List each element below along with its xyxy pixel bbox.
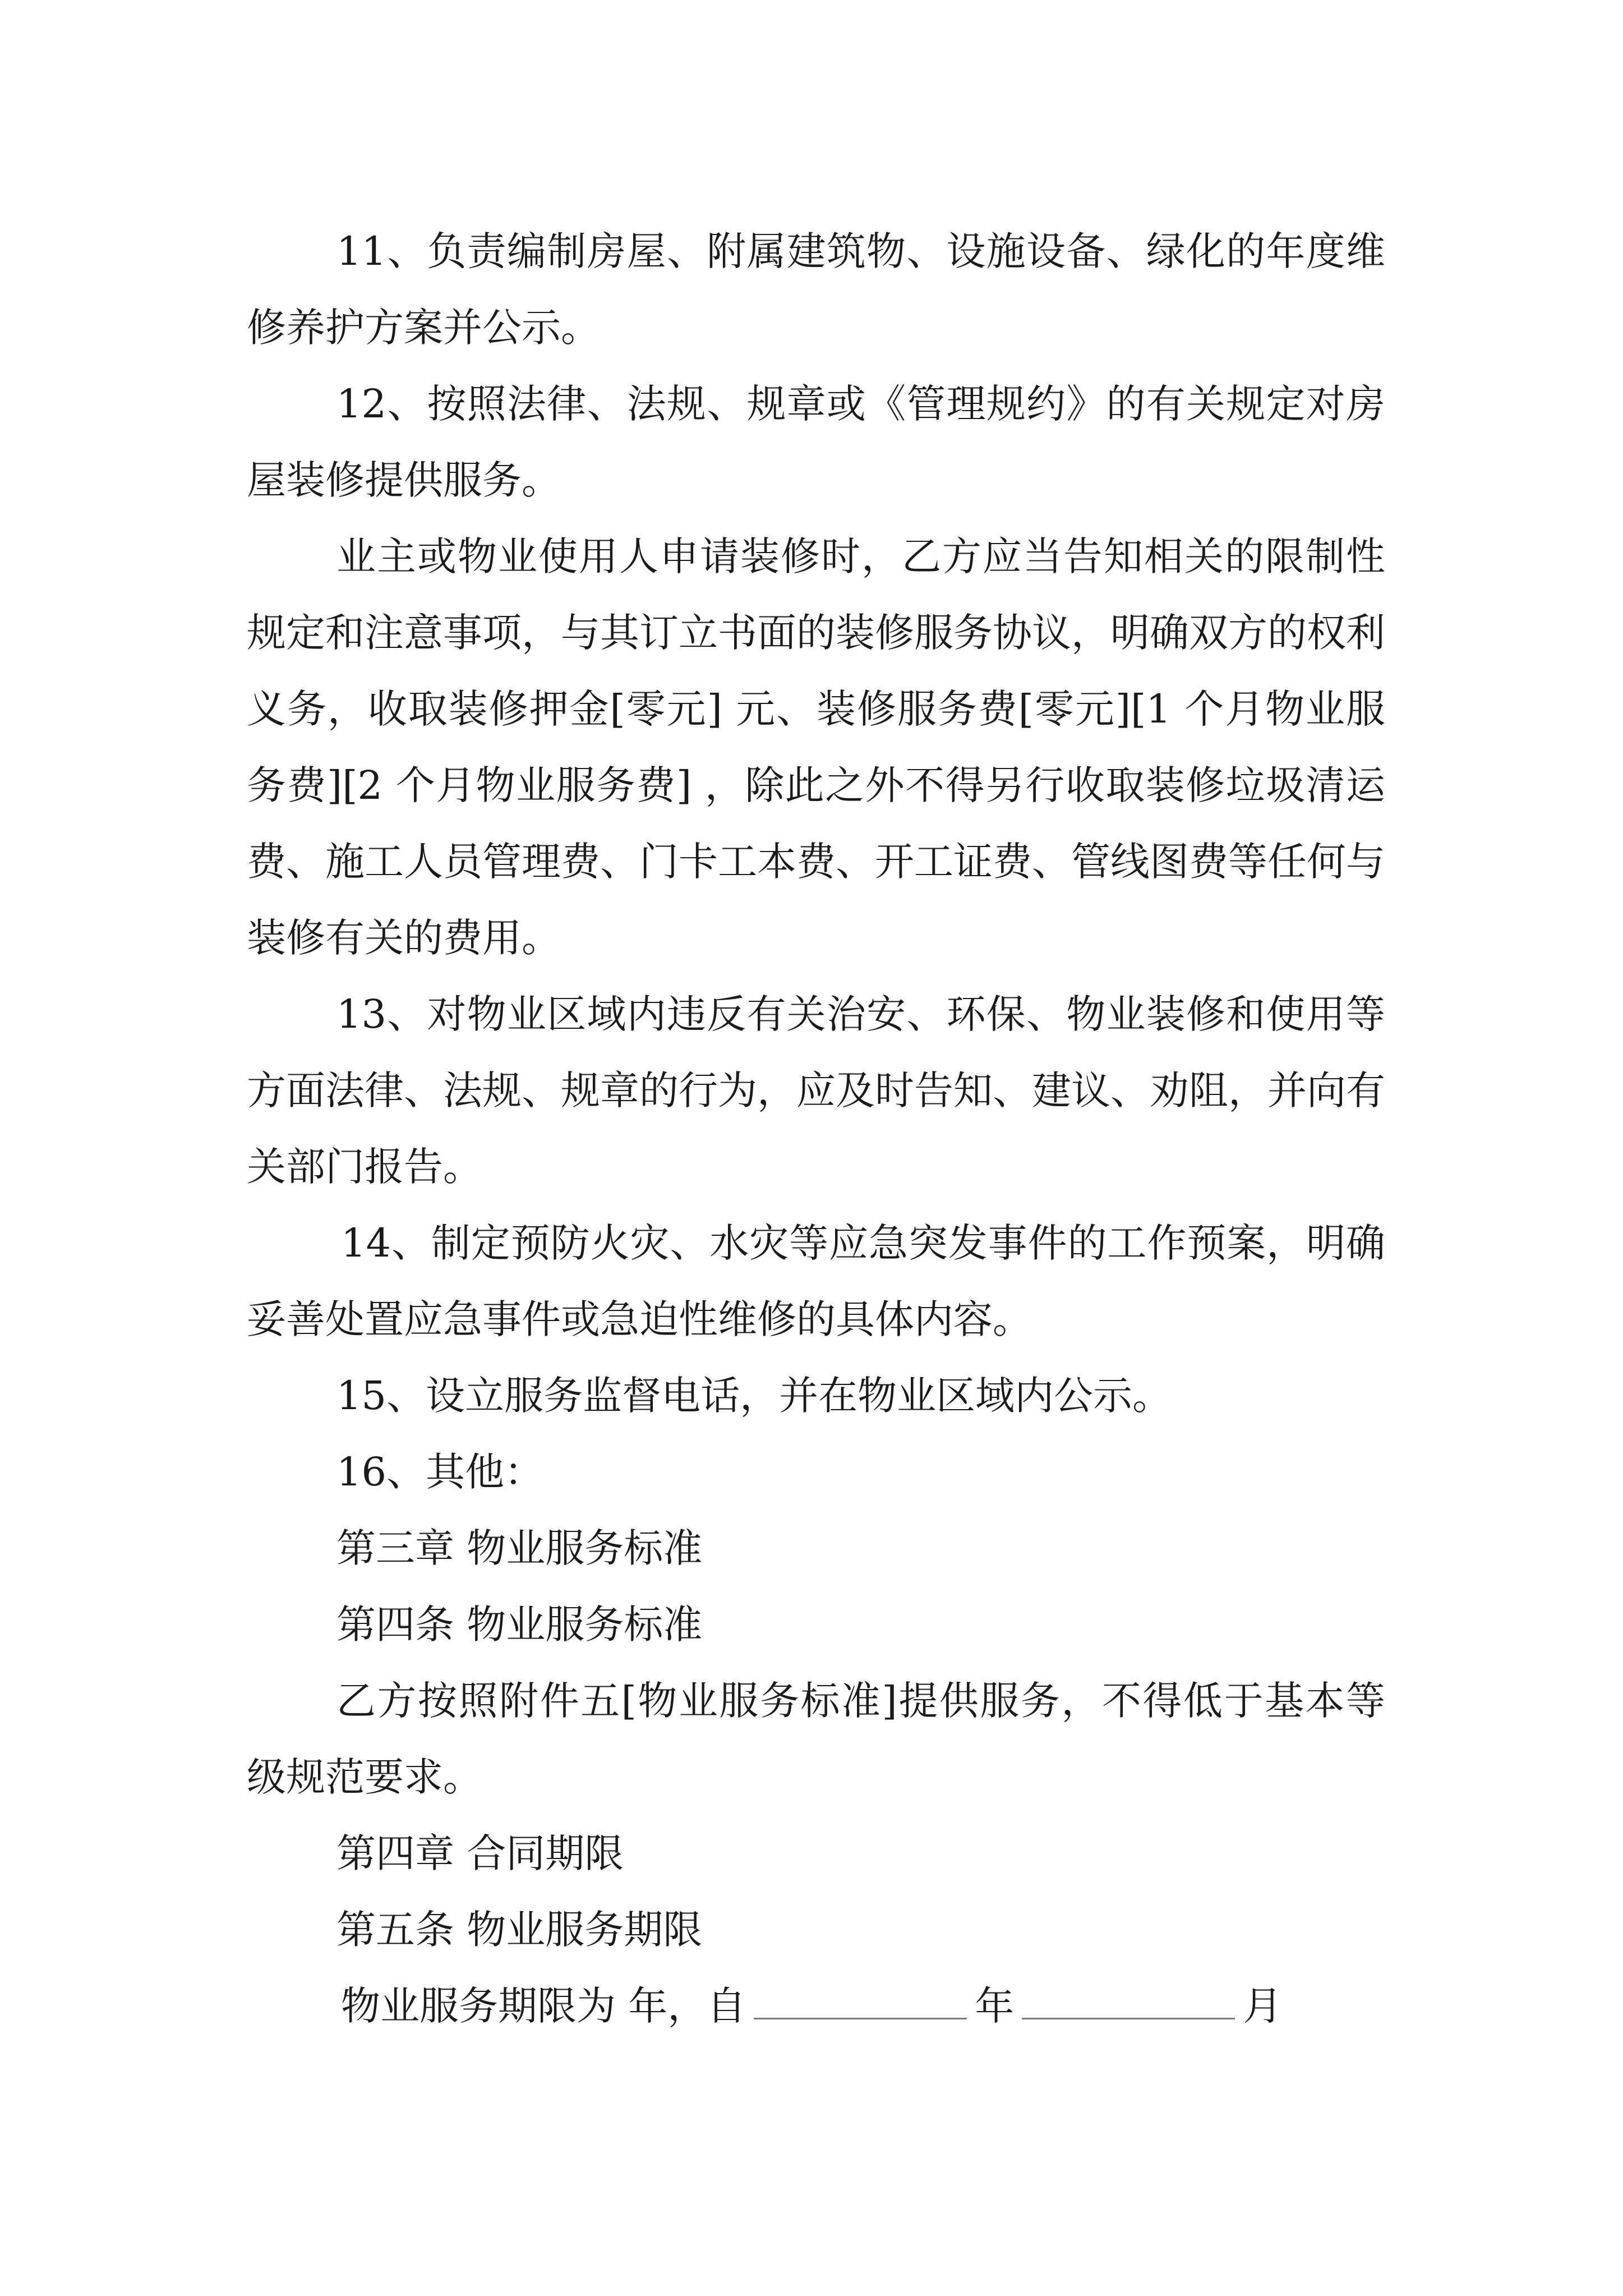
article-4-heading: 第四条 物业服务标准 — [336, 1602, 703, 1648]
paragraph-item-12: 12、按照法律、法规、规章或《管理规约》的有关规定对房屋装修提供服务。 — [247, 381, 1385, 503]
document-body — [247, 213, 1385, 2044]
service-term-prefix: 物业服务期限为 年，自 — [341, 1983, 746, 2029]
blank-month-field — [1022, 1983, 1235, 2019]
chapter-3-heading: 第三章 物业服务标准 — [336, 1525, 703, 1571]
blank-year-field — [754, 1983, 967, 2019]
paragraph-renovation-terms: 业主或物业使用人申请装修时，乙方应当告知相关的限制性规定和注意事项，与其订立书面的装修服务协议，明确双方的权利义务，收取装修押金[零元] 元、装修服务费[零元][1 个月物业服务费][2 个月物业服务费] ，除此之外不得另行收取装修垃圾清运费、施工人员管理费、门卡工本费、开工证费、管线图费等任何与装修有关的费用。 — [247, 533, 1385, 961]
paragraph-item-14: 14、制定预防火灾、水灾等应急突发事件的工作预案，明确妥善处置应急事件或急迫性维修的具体内容。 — [247, 1220, 1385, 1342]
month-label: 月 — [1243, 1983, 1283, 2029]
article-5-heading: 第五条 物业服务期限 — [336, 1907, 703, 1953]
year-label: 年 — [975, 1983, 1015, 2029]
paragraph-item-16: 16、其他： — [336, 1449, 544, 1495]
paragraph-item-15: 15、设立服务监督电话，并在物业区域内公示。 — [336, 1373, 1172, 1419]
chapter-4-heading: 第四章 合同期限 — [336, 1830, 624, 1876]
paragraph-service-standard: 乙方按照附件五[物业服务标准]提供服务，不得低于基本等级规范要求。 — [247, 1678, 1385, 1800]
paragraph-item-13: 13、对物业区域内违反有关治安、环保、物业装修和使用等方面法律、法规、规章的行为，应及时告知、建议、劝阻，并向有关部门报告。 — [247, 991, 1385, 1190]
paragraph-item-11: 11、负责编制房屋、附属建筑物、设施设备、绿化的年度维修养护方案并公示。 — [247, 228, 1385, 351]
service-term-line — [247, 1968, 1385, 2044]
